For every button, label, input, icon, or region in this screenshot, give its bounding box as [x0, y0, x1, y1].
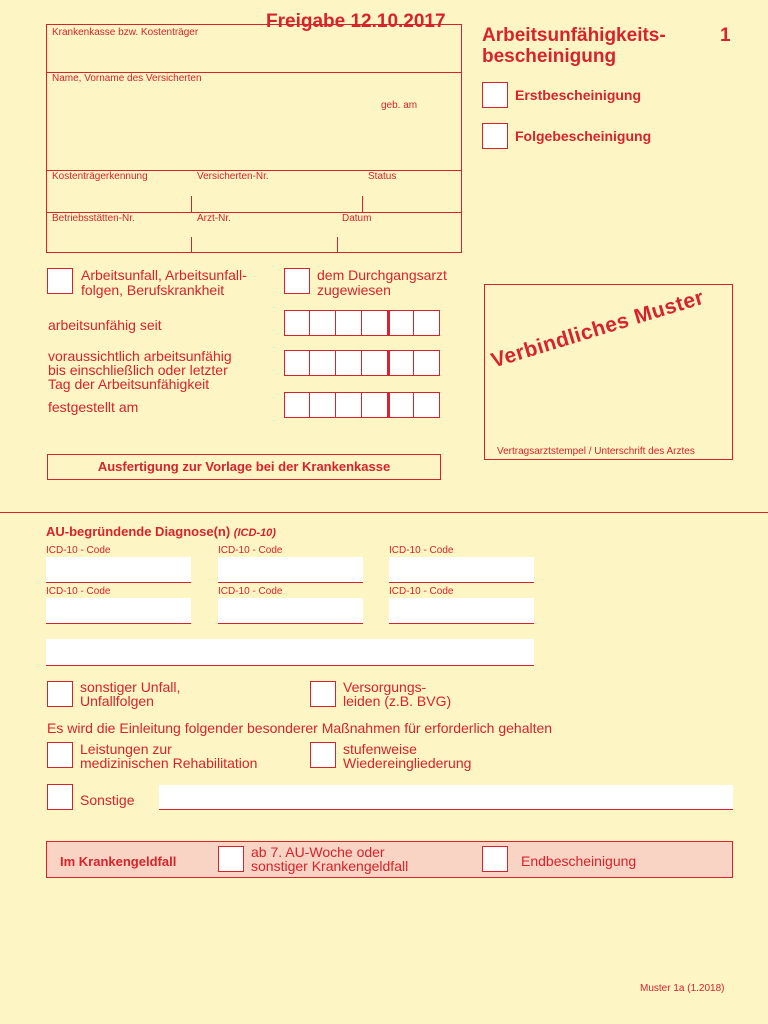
rehab-checkbox[interactable] [47, 742, 73, 768]
rehab-line2: medizinischen Rehabilitation [80, 755, 258, 771]
work-accident-line1: Arbeitsunfall, Arbeitsunfall- [81, 267, 247, 283]
final-certificate-label: Endbescheinigung [521, 853, 637, 869]
first-certificate-label: Erstbescheinigung [515, 87, 642, 103]
insurer-label: Krankenkasse bzw. Kostenträger [52, 27, 199, 38]
rehab-line1: Leistungen zur [80, 741, 172, 757]
icd-code-label: ICD-10 - Code [218, 545, 283, 556]
stamp-caption: Vertragsarztstempel / Unterschrift des Arztes [497, 446, 695, 457]
icd-code-field[interactable] [389, 557, 534, 583]
since-label: arbeitsunfähig seit [48, 317, 162, 333]
gradual-line1: stufenweise [343, 741, 417, 757]
form-title-line1: Arbeitsunfähigkeits- [482, 25, 666, 46]
gradual-reintegration-checkbox[interactable] [310, 742, 336, 768]
form-title-line2: bescheinigung [482, 46, 617, 67]
copy-note: Ausfertigung zur Vorlage bei der Krankenkasse [97, 459, 391, 474]
transit-doctor-checkbox[interactable] [284, 268, 310, 294]
name-field[interactable] [47, 86, 461, 169]
work-accident-line2: folgen, Berufskrankheit [81, 282, 225, 298]
form-version: Muster 1a (1.2018) [640, 983, 725, 994]
status-label: Status [368, 171, 397, 182]
dob-label: geb. am [381, 100, 418, 111]
transit-doctor-line1: dem Durchgangsarzt [317, 267, 447, 283]
icd-code-field[interactable] [46, 557, 191, 583]
diagnosis-title-suffix: (ICD-10) [233, 527, 276, 539]
supply-line2: leiden (z.B. BVG) [343, 693, 452, 709]
icd-code-field[interactable] [218, 557, 363, 583]
until-date-field[interactable] [284, 350, 440, 376]
supply-condition-checkbox[interactable] [310, 681, 336, 707]
insured-no-label: Versicherten-Nr. [197, 171, 269, 182]
since-date-field[interactable] [284, 310, 440, 336]
gradual-line2: Wiedereingliederung [343, 755, 472, 771]
diagnosis-title [46, 525, 276, 540]
name-label: Name, Vorname des Versicherten [52, 73, 202, 84]
determined-label: festgestellt am [48, 399, 139, 415]
doctor-no-label: Arzt-Nr. [197, 213, 231, 224]
icd-code-field[interactable] [218, 598, 363, 624]
icd-code-field[interactable] [389, 598, 534, 624]
transit-doctor-line2: zugewiesen [317, 282, 391, 298]
other-measures-checkbox[interactable] [47, 784, 73, 810]
supply-line1: Versorgungs- [343, 679, 427, 695]
copy-number: 1 [720, 25, 731, 46]
site-no-label: Betriebsstätten-Nr. [52, 213, 135, 224]
diagnosis-text-field[interactable] [46, 639, 534, 666]
date-label: Datum [342, 213, 372, 224]
carrier-id-label: Kostenträgerkennung [52, 171, 148, 182]
follow-up-certificate-label: Folgebescheinigung [515, 128, 652, 144]
icd-code-label: ICD-10 - Code [46, 545, 111, 556]
work-accident-checkbox[interactable] [47, 268, 73, 294]
measures-intro: Es wird die Einleitung folgender besonderer Maßnahmen für erforderlich gehalten [47, 720, 553, 736]
release-stamp: Freigabe 12.10.2017 [266, 11, 446, 32]
until-line2: bis einschließlich oder letzter [48, 362, 228, 378]
other-measures-field[interactable] [159, 785, 733, 810]
follow-up-certificate-checkbox[interactable] [482, 123, 508, 149]
first-certificate-checkbox[interactable] [482, 82, 508, 108]
final-certificate-checkbox[interactable] [482, 846, 508, 872]
insurer-field[interactable] [47, 40, 461, 71]
specimen-watermark: Verbindliches Muster [488, 285, 707, 373]
until-line1: voraussichtlich arbeitsunfähig [48, 348, 232, 364]
icd-code-field[interactable] [46, 598, 191, 624]
section-divider [0, 512, 768, 513]
week7-line1: ab 7. AU-Woche oder [251, 844, 385, 860]
week7-line2: sonstiger Krankengeldfall [251, 858, 409, 874]
determined-date-field[interactable] [284, 392, 440, 418]
other-accident-checkbox[interactable] [47, 681, 73, 707]
until-line3: Tag der Arbeitsunfähigkeit [48, 376, 210, 392]
other-accident-line1: sonstiger Unfall, [80, 679, 181, 695]
other-measures-label: Sonstige [80, 792, 135, 808]
diagnosis-title-text: AU-begründende Diagnose(n) [46, 524, 231, 539]
icd-code-label: ICD-10 - Code [389, 586, 454, 597]
week7-checkbox[interactable] [218, 846, 244, 872]
other-accident-line2: Unfallfolgen [80, 693, 154, 709]
icd-code-label: ICD-10 - Code [389, 545, 454, 556]
icd-code-label: ICD-10 - Code [46, 586, 111, 597]
sick-pay-label: Im Krankengeldfall [60, 854, 177, 869]
icd-code-label: ICD-10 - Code [218, 586, 283, 597]
